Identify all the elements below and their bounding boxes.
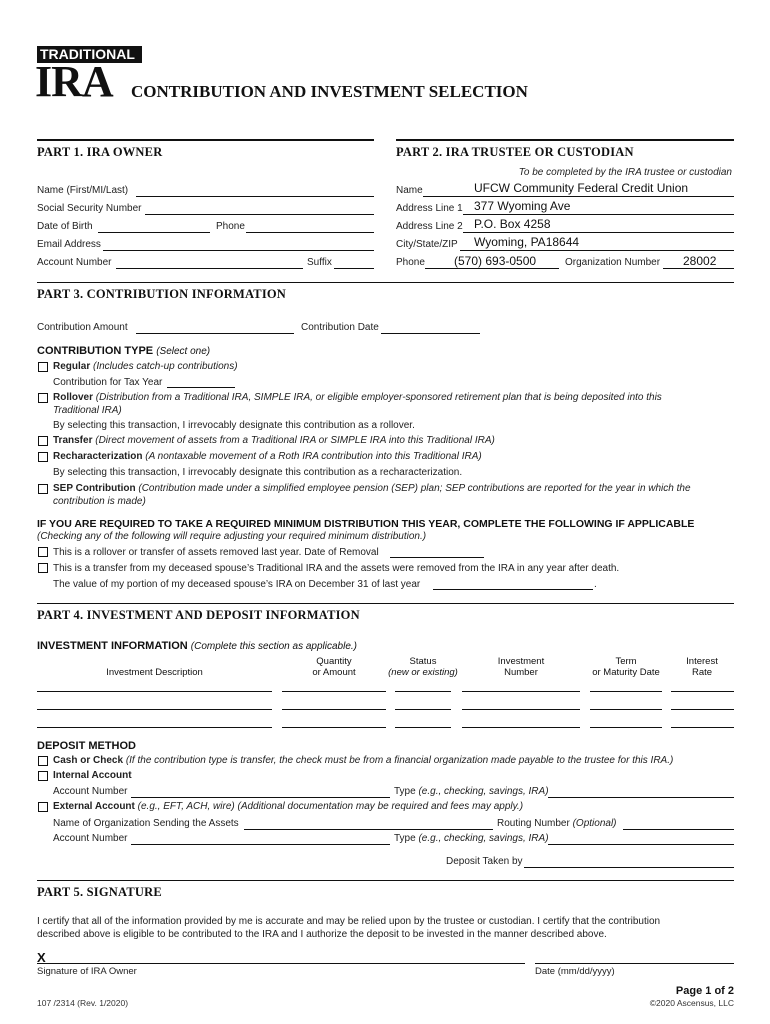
date-field[interactable]	[535, 963, 734, 964]
investment-row-2-term-field[interactable]	[590, 709, 662, 710]
city-field[interactable]	[460, 250, 734, 251]
deposit-taken-field[interactable]	[524, 867, 734, 868]
recharacterization-note: (A nontaxable movement of a Roth IRA contribution into this Traditional IRA)	[145, 451, 482, 462]
dob-field[interactable]	[98, 232, 210, 233]
investment-row-2-status-field[interactable]	[395, 709, 451, 710]
investment-row-2-description-field[interactable]	[37, 709, 272, 710]
part2-title: PART 2. IRA TRUSTEE OR CUSTODIAN	[396, 145, 634, 159]
rollover-label: Rollover	[53, 392, 94, 403]
custodian-name-field[interactable]	[423, 196, 734, 197]
col-investment-number	[462, 656, 580, 678]
org-sending-label: Name of Organization Sending the Assets	[53, 818, 239, 829]
custodian-phone-label: Phone	[396, 257, 425, 268]
internal-account-checkbox[interactable]	[38, 771, 48, 781]
part4-title: PART 4. INVESTMENT AND DEPOSIT INFORMATION	[37, 608, 360, 622]
owner-phone-label: Phone	[216, 221, 245, 232]
sep-note-cont: contribution is made)	[53, 496, 146, 507]
rmd-value-field[interactable]	[433, 589, 593, 590]
city-value: Wyoming, PA18644	[474, 235, 580, 249]
col-interest-rate-line2: Rate	[691, 667, 713, 678]
investment-row-3-status-field[interactable]	[395, 727, 451, 728]
address1-field[interactable]	[463, 214, 734, 215]
contribution-type-label: CONTRIBUTION TYPE	[37, 345, 154, 357]
external-type-field[interactable]	[548, 844, 734, 845]
certify-line-1: I certify that all of the information provided by me is accurate and may be relied upon by the trustee or custodian. I certify that the contribution	[37, 916, 661, 927]
tax-year-label: Contribution for Tax Year	[53, 377, 163, 388]
rollover-option	[53, 392, 662, 403]
rollover-note: (Distribution from a Traditional IRA, SIMPLE IRA, or eligible employer-sponsored retirement plan that is being deposited into this	[95, 392, 662, 403]
investment-row-3-investment-number-field[interactable]	[462, 727, 580, 728]
external-account-note: (e.g., EFT, ACH, wire) (Additional documentation may be required and fees may apply.)	[137, 801, 524, 812]
investment-info-heading	[37, 640, 357, 652]
investment-row-1-interest-rate-field[interactable]	[671, 691, 734, 692]
col-term-line2: or Maturity Date	[592, 667, 660, 678]
city-label: City/State/ZIP	[396, 239, 458, 250]
recharacterization-checkbox[interactable]	[38, 452, 48, 462]
transfer-option	[53, 435, 495, 446]
col-status-line2: (new or existing)	[388, 667, 458, 678]
regular-note: (Includes catch-up contributions)	[93, 361, 238, 372]
col-investment-number-line2: Number	[504, 667, 538, 678]
investment-row-1-quantity-field[interactable]	[282, 691, 386, 692]
routing-text: Routing Number	[497, 818, 570, 829]
investment-row-1-description-field[interactable]	[37, 691, 272, 692]
custodian-phone-field[interactable]	[425, 268, 559, 269]
col-term	[590, 656, 662, 678]
dob-label: Date of Birth	[37, 221, 93, 232]
internal-type-field[interactable]	[548, 797, 734, 798]
regular-label: Regular	[53, 361, 91, 372]
regular-checkbox[interactable]	[38, 362, 48, 372]
regular-option	[53, 361, 238, 372]
custodian-phone-value: (570) 693-0500	[454, 254, 537, 268]
org-number-label: Organization Number	[565, 257, 661, 268]
recharacterization-option	[53, 451, 482, 462]
external-account-number-field[interactable]	[131, 844, 390, 845]
form-id: 107 /2314 (Rev. 1/2020)	[37, 998, 129, 1008]
owner-name-field[interactable]	[136, 196, 374, 197]
investment-row-2-interest-rate-field[interactable]	[671, 709, 734, 710]
address1-value: 377 Wyoming Ave	[474, 199, 571, 213]
transfer-label: Transfer	[53, 435, 93, 446]
external-account-number-label: Account Number	[53, 833, 128, 844]
part2-rule	[396, 139, 734, 141]
internal-type-label	[394, 786, 549, 797]
part1-rule	[37, 139, 374, 141]
custodian-name-value: UFCW Community Federal Credit Union	[474, 181, 689, 195]
investment-row-3-term-field[interactable]	[590, 727, 662, 728]
owner-account-label: Account Number	[37, 257, 112, 268]
date-label	[535, 966, 615, 977]
routing-label	[497, 818, 617, 829]
deposit-method-heading: DEPOSIT METHOD	[37, 740, 137, 752]
external-account-checkbox[interactable]	[38, 802, 48, 812]
rmd-value-label: The value of my portion of my deceased spouse’s IRA on December 31 of last year	[53, 579, 421, 590]
address2-field[interactable]	[463, 232, 734, 233]
traditional-badge: TRADITIONAL	[37, 46, 142, 63]
signature-field[interactable]	[37, 963, 525, 964]
investment-row-1-term-field[interactable]	[590, 691, 662, 692]
routing-field[interactable]	[623, 829, 734, 830]
investment-row-3-quantity-field[interactable]	[282, 727, 386, 728]
contribution-date-label: Contribution Date	[301, 322, 379, 333]
external-type-label	[394, 833, 549, 844]
rmd-removal-checkbox[interactable]	[38, 547, 48, 557]
internal-account-number-label: Account Number	[53, 786, 128, 797]
contribution-type-note: (Select one)	[156, 346, 211, 357]
owner-account-field[interactable]	[116, 268, 303, 269]
cash-check-option	[53, 755, 673, 766]
recharacterization-label: Recharacterization	[53, 451, 143, 462]
address2-value: P.O. Box 4258	[474, 217, 551, 231]
suffix-label: Suffix	[307, 257, 332, 268]
org-number-value: 28002	[683, 254, 717, 268]
investment-info-note: (Complete this section as applicable.)	[190, 641, 357, 652]
sep-checkbox[interactable]	[38, 484, 48, 494]
copyright: ©2020 Ascensus, LLC	[649, 998, 734, 1008]
recharacterization-designate: By selecting this transaction, I irrevocably designate this contribution as a recharacterization.	[53, 467, 463, 478]
part5-rule	[37, 880, 734, 881]
contribution-type-heading	[37, 345, 210, 357]
col-interest-rate-line1: Interest	[686, 656, 718, 667]
investment-row-2-quantity-field[interactable]	[282, 709, 386, 710]
external-account-label: External Account	[53, 801, 135, 812]
sep-option	[53, 483, 691, 494]
rollover-designate: By selecting this transaction, I irrevocably designate this contribution as a rollover.	[53, 420, 415, 431]
signature-x-mark: X	[37, 950, 46, 965]
rmd-heading: IF YOU ARE REQUIRED TO TAKE A REQUIRED MINIMUM DISTRIBUTION THIS YEAR, COMPLETE THE FOLLOWING IF APPLICABLE	[37, 518, 695, 530]
page-number: Page 1 of 2	[675, 985, 734, 997]
email-label: Email Address	[37, 239, 101, 250]
part2-note: To be completed by the IRA trustee or custodian	[518, 167, 732, 178]
part5-title: PART 5. SIGNATURE	[37, 885, 162, 899]
suffix-field[interactable]	[334, 268, 374, 269]
address2-label: Address Line 2	[396, 221, 463, 232]
external-type-text: Type	[394, 833, 416, 844]
contribution-date-field[interactable]	[381, 333, 480, 334]
tax-year-field[interactable]	[167, 387, 235, 388]
rmd-spouse-label: This is a transfer from my deceased spouse’s Traditional IRA and the assets were removed from the IRA in any year after death.	[53, 563, 620, 574]
investment-row-3-interest-rate-field[interactable]	[671, 727, 734, 728]
ira-large-heading: IRA	[35, 57, 113, 106]
rmd-note: (Checking any of the following will require adjusting your required minimum distribution.)	[37, 531, 427, 542]
col-status	[385, 656, 461, 678]
ssn-label: Social Security Number	[37, 203, 142, 214]
sep-note: (Contribution made under a simplified employee pension (SEP) plan; SEP contributions are reported for the year in which the	[138, 483, 691, 494]
col-investment-number-line1: Investment	[497, 656, 545, 667]
owner-name-label: Name (First/MI/Last)	[37, 185, 129, 196]
transfer-checkbox[interactable]	[38, 436, 48, 446]
rollover-checkbox[interactable]	[38, 393, 48, 403]
signature-label: Signature of IRA Owner	[37, 966, 137, 977]
ssn-field[interactable]	[145, 214, 374, 215]
investment-row-1-investment-number-field[interactable]	[462, 691, 580, 692]
contribution-amount-label: Contribution Amount	[37, 322, 128, 333]
col-quantity-line1: Quantity	[316, 656, 352, 667]
org-number-field[interactable]	[663, 268, 734, 269]
internal-account-number-field[interactable]	[131, 797, 390, 798]
page-title: CONTRIBUTION AND INVESTMENT SELECTION	[131, 82, 528, 101]
org-sending-field[interactable]	[244, 829, 493, 830]
deposit-taken-label: Deposit Taken by	[446, 856, 523, 867]
part3-rule	[37, 282, 734, 283]
date-label-text: Date (mm/dd/yyyy)	[535, 966, 615, 977]
internal-type-text: Type	[394, 786, 416, 797]
transfer-note: (Direct movement of assets from a Traditional IRA or SIMPLE IRA into this Traditional IRA)	[95, 435, 495, 446]
investment-row-2-investment-number-field[interactable]	[462, 709, 580, 710]
cash-check-note: (If the contribution type is transfer, the check must be from a financial organization made payable to the trustee for this IRA.)	[125, 755, 674, 766]
rmd-value-period: .	[594, 579, 597, 590]
external-type-note: (e.g., checking, savings, IRA)	[418, 833, 549, 844]
col-interest-rate	[671, 656, 733, 678]
rmd-spouse-checkbox[interactable]	[38, 563, 48, 573]
routing-note: (Optional)	[572, 818, 617, 829]
part4-rule	[37, 603, 734, 604]
external-account-option	[53, 801, 523, 812]
col-investment-description: Investment Description	[106, 667, 203, 678]
col-quantity-line2: or Amount	[312, 667, 356, 678]
investment-info-label: INVESTMENT INFORMATION	[37, 640, 188, 652]
address1-label: Address Line 1	[396, 203, 463, 214]
contribution-amount-field[interactable]	[136, 333, 294, 334]
date-of-removal-field[interactable]	[390, 557, 484, 558]
owner-phone-field[interactable]	[246, 232, 374, 233]
internal-type-note: (e.g., checking, savings, IRA)	[418, 786, 549, 797]
certify-line-2: described above is eligible to be contributed to the IRA and I authorize the deposit to be invested in the manner described above.	[37, 929, 607, 940]
part3-title: PART 3. CONTRIBUTION INFORMATION	[37, 287, 287, 301]
col-status-line1: Status	[409, 656, 437, 667]
custodian-name-label: Name	[396, 185, 423, 196]
rmd-removal-label: This is a rollover or transfer of assets removed last year. Date of Removal	[53, 547, 379, 558]
sep-label: SEP Contribution	[53, 483, 136, 494]
cash-check-checkbox[interactable]	[38, 756, 48, 766]
internal-account-label: Internal Account	[53, 770, 132, 781]
col-term-line1: Term	[615, 656, 637, 667]
cash-check-label: Cash or Check	[53, 755, 124, 766]
rollover-note-cont: Traditional IRA)	[53, 405, 122, 416]
investment-row-3-description-field[interactable]	[37, 727, 272, 728]
col-quantity	[282, 656, 386, 678]
part1-title: PART 1. IRA OWNER	[37, 145, 163, 159]
investment-row-1-status-field[interactable]	[395, 691, 451, 692]
email-field[interactable]	[103, 250, 374, 251]
